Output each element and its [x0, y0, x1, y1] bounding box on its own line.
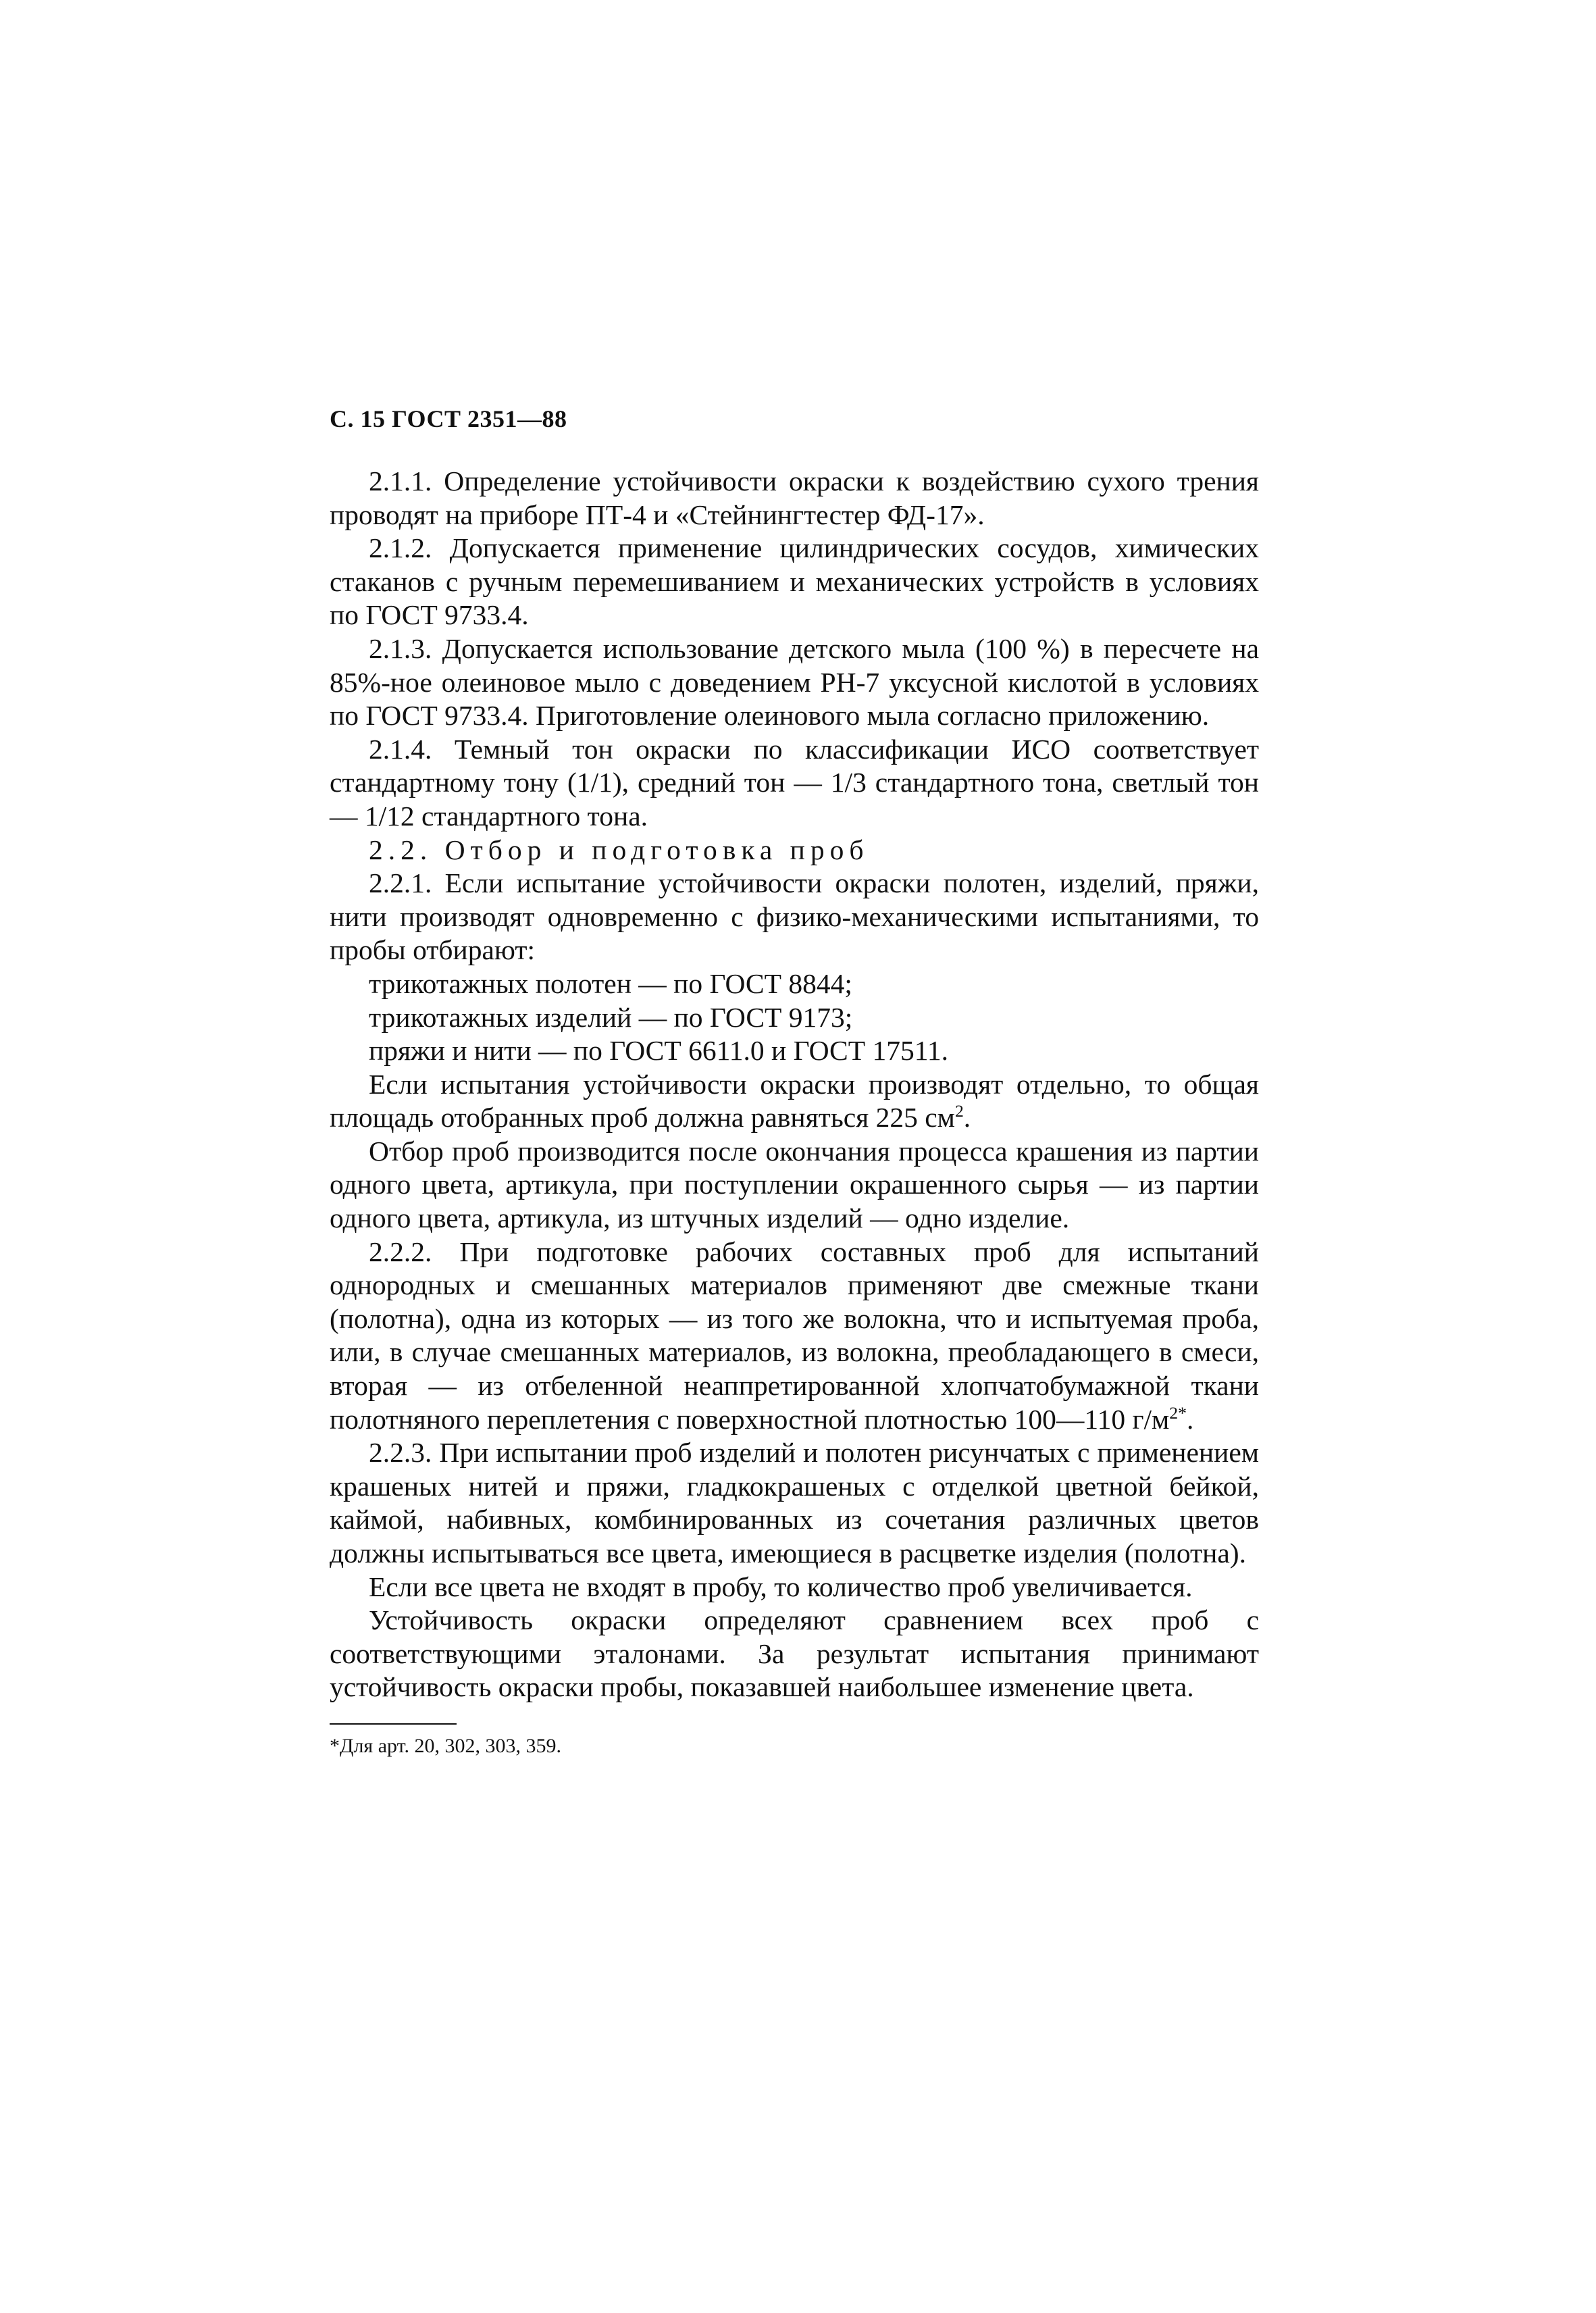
list-item-knitted-products: трикотажных изделий — по ГОСТ 9173;: [369, 1001, 853, 1033]
paragraph-sample-area: [330, 1068, 1259, 1135]
document-page: [330, 404, 1259, 1760]
paragraph-colors-count: Если все цвета не входят в пробу, то количество проб увеличивается.: [369, 1571, 1193, 1602]
page-header: С. 15 ГОСТ 2351—88: [330, 405, 567, 432]
paragraph-2-1-2: 2.1.2. Допускается применение цилиндрических сосудов, химических стаканов с ручным перемешиванием и механических устройств в условиях по ГОСТ 9733.4.: [330, 532, 1259, 631]
paragraph-2-2-2: [330, 1236, 1259, 1437]
paragraph-2-1-3: 2.1.3. Допускается использование детского мыла (100 %) в пересчете на 85%-ное олеиновое мыло с доведением РН-7 уксусной кислотой в условиях по ГОСТ 9733.4. Приготовление олеинового мыла согласно приложению.: [330, 632, 1259, 732]
paragraph-sampling: Отбор проб производится после окончания процесса крашения из партии одного цвета, артикула, при поступлении окрашенного сырья — из партии одного цвета, артикула, из штучных изделий — одно изделие.: [330, 1135, 1259, 1234]
sample-area-text: Если испытания устойчивости окраски производят отдельно, то общая площадь отобранных проб должна равняться 225 см: [330, 1068, 1259, 1134]
list-item-yarn-thread: пряжи и нити — по ГОСТ 6611.0 и ГОСТ 17511.: [369, 1035, 949, 1067]
paragraph-2-2-3: 2.2.3. При испытании проб изделий и полотен рисунчатых с применением крашеных нитей и пряжи, гладкокрашеных с отделкой цветной бейкой, каймой, набивных, комбинированных из сочетания различных цветов должны испытываться все цвета, имеющиеся в расцветке изделия (полотна).: [330, 1437, 1259, 1569]
footnote: *Для арт. 20, 302, 303, 359.: [330, 1734, 562, 1757]
paragraph-2-1-1: 2.1.1. Определение устойчивости окраски к воздействию сухого трения проводят на приборе ПТ-4 и «Стейнингтестер ФД-17».: [330, 465, 1259, 530]
paragraph-2-2-2-text: 2.2.2. При подготовке рабочих составных проб для испытаний однородных и смешанных материалов применяют две смежные ткани (полотна), одна из которых — из того же волокна, что и испытуемая проба, или, в случае смешанных материалов, из волокна, преобладающего в смеси, вторая — из отбеленной неаппретированной хлопчатобумажной ткани полотняного переплетения с поверхностной плотностью 100—110 г/м: [330, 1236, 1259, 1435]
footnote-divider: [330, 1723, 457, 1725]
sample-area-superscript: 2: [954, 1101, 964, 1121]
sample-area-period: .: [963, 1102, 971, 1134]
paragraph-2-1-4: 2.1.4. Темный тон окраски по классификации ИСО соответствует стандартному тону (1/1), средний тон — 1/3 стандартного тона, светлый тон — 1/12 стандартного тона.: [330, 733, 1259, 832]
paragraph-2-2-1: 2.2.1. Если испытание устойчивости окраски полотен, изделий, пряжи, нити производят одновременно с физико-механическими испытаниями, то пробы отбирают:: [330, 867, 1259, 966]
density-period: .: [1187, 1403, 1194, 1435]
paragraph-evaluation: Устойчивость окраски определяют сравнением всех проб с соответствующими эталонами. За результат испытания принимают устойчивость окраски пробы, показавшей наибольшее изменение цвета.: [330, 1604, 1259, 1703]
list-item-knitted-fabrics: трикотажных полотен — по ГОСТ 8844;: [369, 967, 852, 999]
section-heading-2-2: 2.2. Отбор и подготовка проб: [369, 834, 869, 865]
density-superscript: 2*: [1169, 1402, 1187, 1423]
